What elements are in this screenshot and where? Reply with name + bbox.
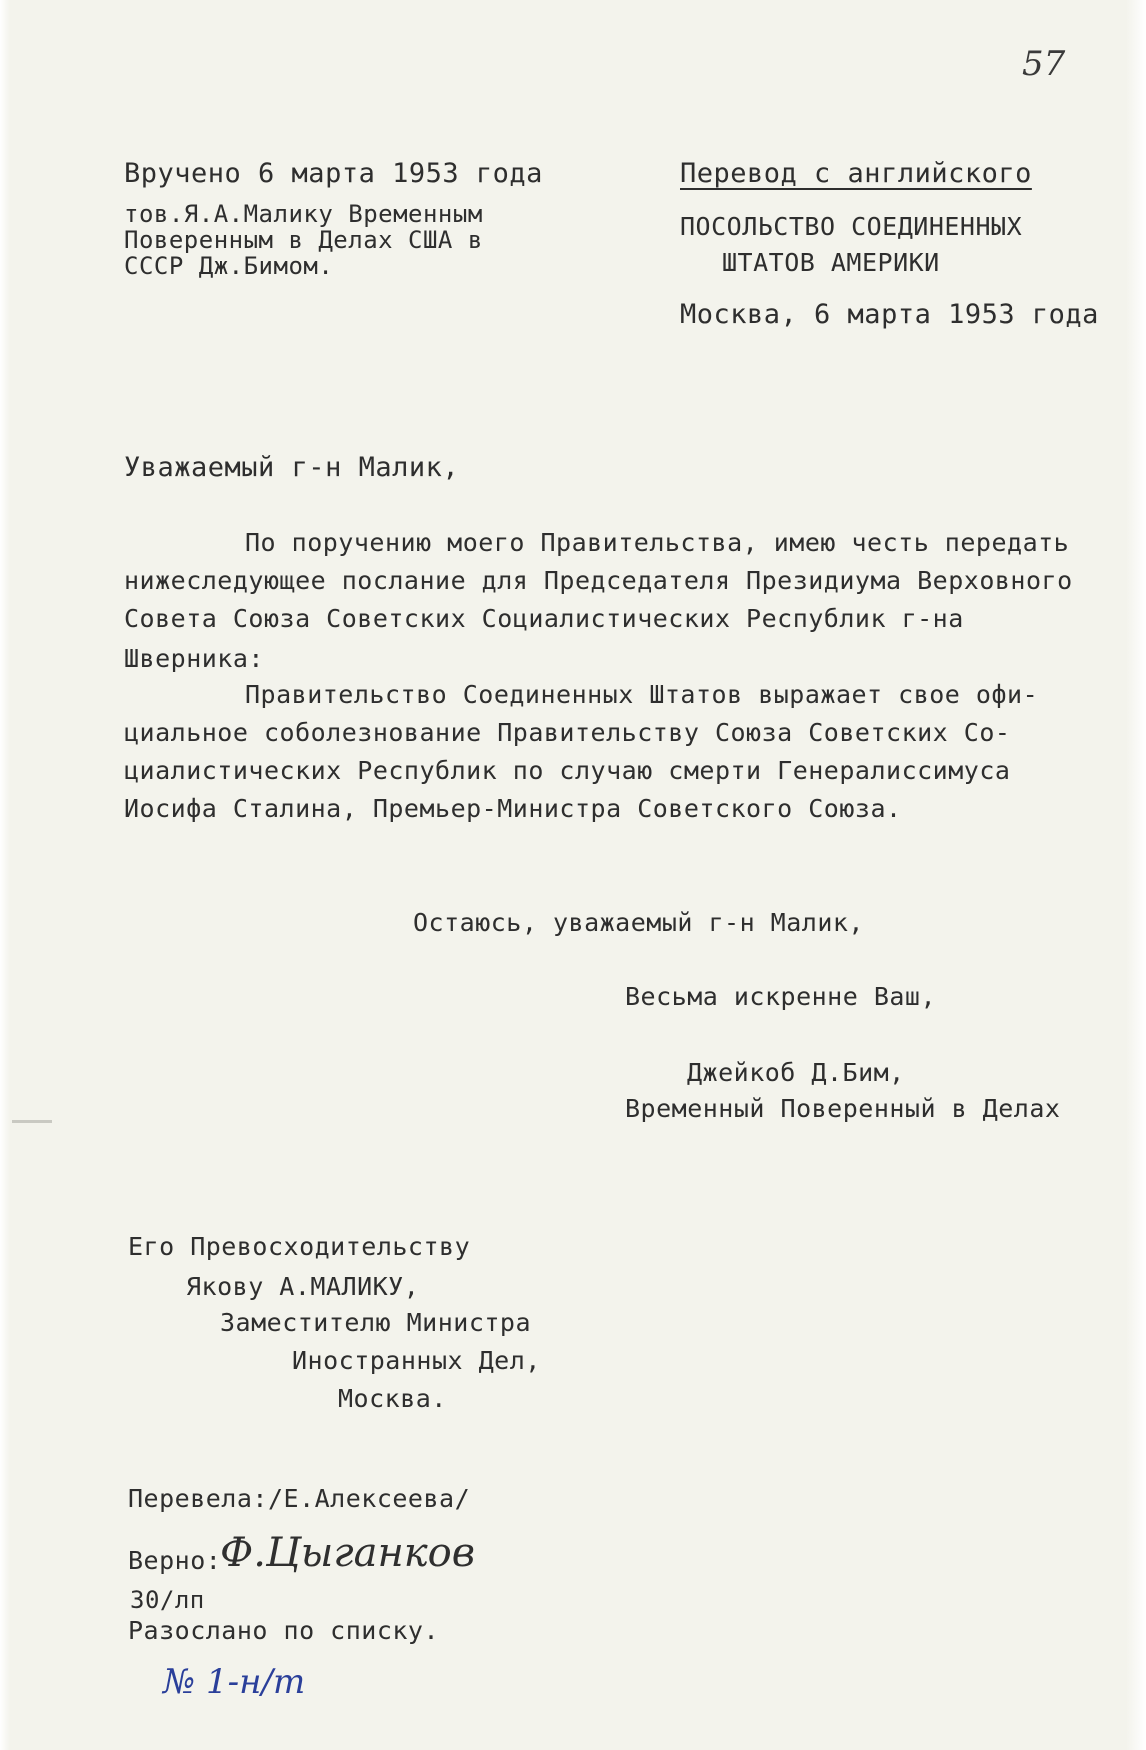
- body-p2-line2: циальное соболезнование Правительству Союза Советских Со-: [124, 718, 1011, 747]
- body-p2-line1: Правительство Соединенных Штатов выражает свое офи-: [245, 680, 1039, 709]
- body-p1-line2: нижеследующее послание для Председателя Президиума Верховного: [124, 566, 1073, 595]
- body-p1-line1: По поручению моего Правительства, имею честь передать: [245, 528, 1070, 557]
- page-edge-left: [0, 0, 10, 1750]
- embassy-line1: ПОСОЛЬСТВО СОЕДИНЕННЫХ: [680, 212, 1023, 241]
- translation-note: Перевод с английского: [680, 158, 1032, 189]
- embassy-line2: ШТАТОВ АМЕРИКИ: [722, 248, 940, 277]
- distribution-note: Разослано по списку.: [128, 1616, 440, 1645]
- copies-note: 30/лп: [130, 1586, 205, 1614]
- signer-title: Временный Поверенный в Делах: [625, 1094, 1061, 1123]
- place-date: Москва, 6 марта 1953 года: [680, 299, 1099, 330]
- delivery-note-line2: тов.Я.А.Малику Временным: [124, 200, 483, 228]
- body-p1-line4: Шверника:: [124, 644, 264, 673]
- body-p2-line3: циалистических Республик по случаю смерти Генералиссимуса: [124, 756, 1011, 785]
- verified-signature: Ф.Цыганков: [220, 1530, 476, 1576]
- addressee-line2: Якову А.МАЛИКУ,: [186, 1272, 420, 1301]
- body-p2-line4: Иосифа Сталина, Премьер-Министра Советского Союза.: [124, 794, 902, 823]
- body-p1-line3: Совета Союза Советских Социалистических Республик г-на: [124, 604, 964, 633]
- delivery-note-line3: Поверенным в Делах США в: [124, 226, 483, 254]
- page-number: 57: [1022, 44, 1066, 84]
- delivery-note-line1: Вручено 6 марта 1953 года: [124, 158, 543, 189]
- delivery-note-line4: СССР Дж.Бимом.: [124, 252, 334, 280]
- translated-by: Перевела:/Е.Алексеева/: [128, 1484, 471, 1513]
- salutation: Уважаемый г-н Малик,: [124, 452, 460, 483]
- verified-label: Верно:: [128, 1546, 222, 1575]
- addressee-line1: Его Превосходительству: [128, 1232, 471, 1261]
- signer-name: Джейкоб Д.Бим,: [687, 1058, 905, 1087]
- closing-line2: Весьма искренне Ваш,: [625, 982, 937, 1011]
- punch-mark: [12, 1120, 52, 1123]
- addressee-line3: Заместителю Министра: [220, 1308, 532, 1337]
- page-edge-right: [1126, 0, 1146, 1750]
- addressee-line4: Иностранных Дел,: [292, 1346, 541, 1375]
- handwritten-reference: № 1-н/т: [163, 1662, 306, 1702]
- closing-line1: Остаюсь, уважаемый г-н Малик,: [413, 908, 864, 937]
- addressee-line5: Москва.: [338, 1384, 447, 1413]
